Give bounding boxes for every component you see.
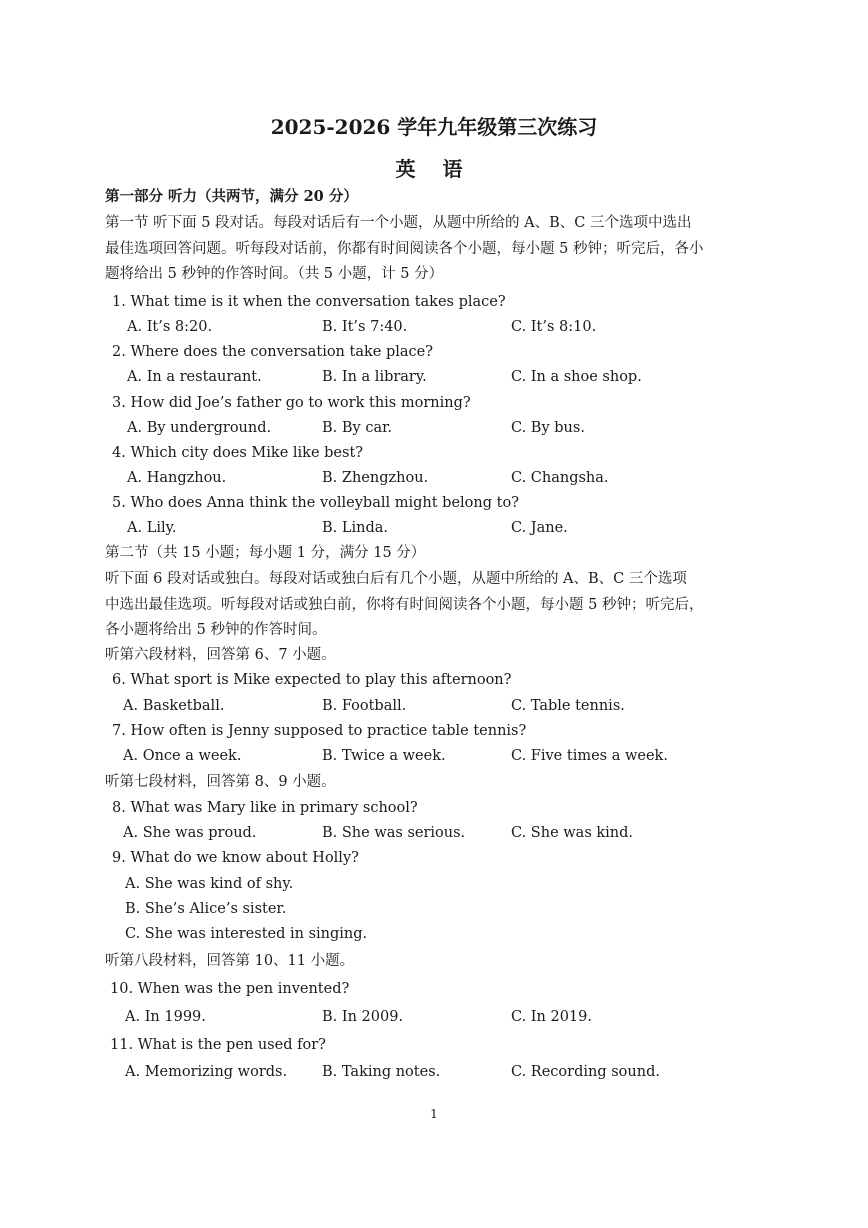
question-stem: 11. What is the pen used for? xyxy=(110,1037,326,1053)
option-b: B. In a library. xyxy=(322,369,427,385)
option-a: A. She was kind of shy. xyxy=(125,876,294,892)
option-a: A. She was proud. xyxy=(123,825,257,841)
question-stem: 8. What was Mary like in primary school? xyxy=(112,800,418,816)
section1-instruction-line: 第一节 听下面 5 段对话。每段对话后有一个小题，从题中所给的 A、B、C 三个选项中选出 xyxy=(105,215,692,231)
section1-instruction-line: 最佳选项回答问题。听每段对话前，你都有时间阅读各个小题，每小题 5 秒钟；听完后，各小 xyxy=(105,241,704,257)
option-a: A. Once a week. xyxy=(123,748,242,764)
material-heading: 听第六段材料，回答第 6、7 小题。 xyxy=(105,647,336,663)
exam-title: 2025-2026 学年九年级第三次练习 xyxy=(270,115,598,139)
option-b: B. Zhengzhou. xyxy=(322,470,429,486)
option-a: A. Lily. xyxy=(127,520,177,536)
part1-heading: 第一部分 听力（共两节，满分 20 分） xyxy=(105,188,358,205)
option-c: C. It’s 8:10. xyxy=(511,319,597,335)
question-stem: 5. Who does Anna think the volleyball might belong to? xyxy=(112,495,519,511)
option-a: A. It’s 8:20. xyxy=(127,319,213,335)
question-stem: 3. How did Joe’s father go to work this morning? xyxy=(112,395,471,411)
option-c: C. In a shoe shop. xyxy=(511,369,642,385)
question-stem: 9. What do we know about Holly? xyxy=(112,850,359,866)
subject-title: 英 语 xyxy=(395,157,473,181)
question-stem: 7. How often is Jenny supposed to practice table tennis? xyxy=(112,723,527,739)
question-stem: 1. What time is it when the conversation takes place? xyxy=(112,294,506,310)
option-b: B. Football. xyxy=(322,698,407,714)
option-b: B. Linda. xyxy=(322,520,389,536)
option-c: C. Jane. xyxy=(511,520,568,536)
option-b: B. She’s Alice’s sister. xyxy=(125,901,287,917)
option-c: C. Recording sound. xyxy=(511,1064,660,1080)
option-b: B. In 2009. xyxy=(322,1009,404,1025)
option-a: A. In a restaurant. xyxy=(127,369,262,385)
option-b: B. She was serious. xyxy=(322,825,466,841)
question-stem: 10. When was the pen invented? xyxy=(110,981,350,997)
material-heading: 听第七段材料，回答第 8、9 小题。 xyxy=(105,774,336,790)
option-b: B. By car. xyxy=(322,420,393,436)
option-a: A. Memorizing words. xyxy=(125,1064,288,1080)
section2-instruction-line: 听下面 6 段对话或独白。每段对话或独白后有几个小题，从题中所给的 A、B、C 三个选项 xyxy=(105,571,687,587)
section1-instruction-line: 题将给出 5 秒钟的作答时间。（共 5 小题，计 5 分） xyxy=(105,266,444,282)
page-number: 1 xyxy=(430,1107,438,1121)
option-a: A. In 1999. xyxy=(125,1009,206,1025)
material-heading: 听第八段材料，回答第 10、11 小题。 xyxy=(105,953,355,969)
option-a: A. Basketball. xyxy=(123,698,225,714)
section2-heading: 第二节（共 15 小题；每小题 1 分，满分 15 分） xyxy=(105,545,426,561)
section2-instruction-line: 中选出最佳选项。听每段对话或独白前，你将有时间阅读各个小题，每小题 5 秒钟；听完后， xyxy=(105,597,704,613)
section2-instruction-line: 各小题将给出 5 秒钟的作答时间。 xyxy=(105,622,327,638)
option-c: C. She was kind. xyxy=(511,825,634,841)
option-c: C. Changsha. xyxy=(511,470,609,486)
option-b: B. It’s 7:40. xyxy=(322,319,408,335)
option-c: C. In 2019. xyxy=(511,1009,592,1025)
option-c: C. She was interested in singing. xyxy=(125,926,368,942)
question-stem: 4. Which city does Mike like best? xyxy=(112,445,364,461)
question-stem: 2. Where does the conversation take place? xyxy=(112,344,433,360)
option-a: A. By underground. xyxy=(127,420,272,436)
option-b: B. Twice a week. xyxy=(322,748,446,764)
option-a: A. Hangzhou. xyxy=(127,470,227,486)
option-c: C. Five times a week. xyxy=(511,748,668,764)
option-c: C. Table tennis. xyxy=(511,698,625,714)
option-b: B. Taking notes. xyxy=(322,1064,441,1080)
question-stem: 6. What sport is Mike expected to play this afternoon? xyxy=(112,672,512,688)
option-c: C. By bus. xyxy=(511,420,585,436)
